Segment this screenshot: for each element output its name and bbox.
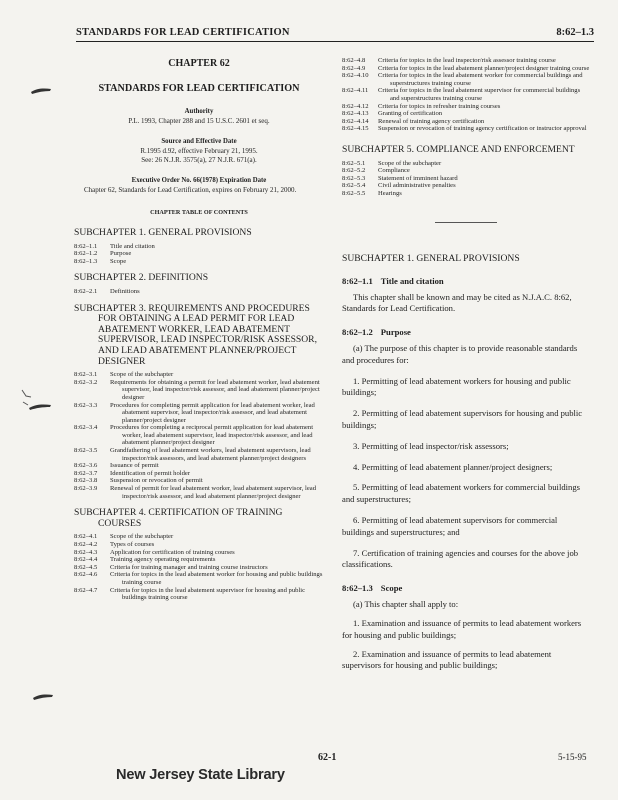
toc-entry-number: 8:62–5.3 bbox=[342, 174, 366, 182]
toc-entry-number: 8:62–4.7 bbox=[74, 586, 98, 594]
toc-entry-number: 8:62–4.8 bbox=[342, 57, 366, 64]
toc-entry bbox=[74, 243, 324, 251]
toc-list-4-continued bbox=[342, 57, 590, 133]
binder-mark-icon bbox=[28, 402, 52, 412]
toc-entry-title: Identification of permit holder bbox=[110, 469, 191, 477]
toc-entry-title: Statement of imminent hazard bbox=[378, 174, 458, 182]
toc-entry-title: Purpose bbox=[110, 250, 132, 258]
authority-text: P.L. 1993, Chapter 288 and 15 U.S.C. 2601 et seq. bbox=[128, 117, 270, 125]
toc-entry-title: Title and citation bbox=[110, 242, 155, 250]
header-section-number: 8:62–1.3 bbox=[556, 27, 594, 38]
source-heading: Source and Effective Date bbox=[161, 138, 237, 145]
toc-entry bbox=[74, 556, 324, 564]
toc-entry-title: Criteria for topics in the lead abatement supervisor for commercial buildings and superstructures training course bbox=[378, 87, 581, 102]
running-header bbox=[76, 27, 594, 42]
section-1-2-heading bbox=[342, 327, 590, 337]
source-line-1: R.1995 d.92, effective February 21, 1995. bbox=[140, 147, 258, 155]
toc-entry-title: Types of courses bbox=[110, 541, 155, 548]
toc-entry-number: 8:62–4.12 bbox=[342, 102, 369, 110]
toc-entry-title: Training agency operating requirements bbox=[110, 556, 216, 564]
toc-entry bbox=[342, 167, 590, 175]
toc-entry-title: Hearings bbox=[378, 189, 402, 197]
toc-entry bbox=[342, 175, 590, 183]
toc-entry bbox=[342, 103, 590, 111]
toc-entry-title: Renewal of permit for lead abatement worker, lead abatement supervisor, lead inspector/risk assessor, and lead abatement planner/project designer bbox=[110, 485, 316, 500]
toc-subchapter-1: SUBCHAPTER 1. GENERAL PROVISIONS bbox=[74, 227, 252, 238]
toc-entry-number: 8:62–3.4 bbox=[74, 424, 98, 432]
exec-order-text: Chapter 62, Standards for Lead Certification, expires on February 21, 2000. bbox=[84, 186, 297, 194]
toc-entry bbox=[74, 470, 324, 478]
right-column bbox=[342, 57, 590, 679]
toc-entry-number: 8:62–4.4 bbox=[74, 556, 98, 564]
toc-entry-title: Criteria for topics in refresher training courses bbox=[378, 102, 501, 110]
toc-entry bbox=[342, 57, 590, 65]
purpose-item: 1. Permitting of lead abatement workers for housing and public buildings; bbox=[342, 375, 571, 398]
toc-entry-title: Scope of the subchapter bbox=[378, 159, 442, 167]
toc-entry-number: 8:62–3.1 bbox=[74, 371, 98, 379]
toc-entry-number: 8:62–1.1 bbox=[74, 242, 98, 250]
toc-entry-title: Requirements for obtaining a permit for lead abatement worker, lead abatement supervisor, lead inspector/risk assessor, and lead abatement planner/project designer bbox=[110, 378, 320, 401]
exec-order-heading: Executive Order No. 66(1978) Expiration Date bbox=[131, 177, 267, 184]
page-number: 62-1 bbox=[318, 752, 337, 763]
toc-entry bbox=[342, 118, 590, 126]
toc-entry-title: Grandfathering of lead abatement workers, lead abatement supervisors, lead inspector/risk assessors, and lead abatement planner/project designers bbox=[110, 447, 311, 462]
scope-item: 1. Examination and issuance of permits to lead abatement workers for housing and public buildings; bbox=[342, 618, 582, 640]
toc-entry bbox=[342, 182, 590, 190]
toc-subchapter-5: SUBCHAPTER 5. COMPLIANCE AND ENFORCEMENT bbox=[342, 143, 575, 155]
toc-entry bbox=[74, 288, 324, 296]
page-date: 5-15-95 bbox=[558, 752, 587, 762]
toc-entry-number: 8:62–4.14 bbox=[342, 117, 369, 125]
authority-heading: Authority bbox=[184, 108, 214, 115]
toc-entry-number: 8:62–5.2 bbox=[342, 167, 366, 175]
chapter-number: CHAPTER 62 bbox=[168, 58, 230, 69]
toc-entry bbox=[74, 371, 324, 379]
toc-entry-title: Criteria for topics in the lead abatement worker for housing and public buildings training course bbox=[110, 571, 323, 586]
binder-mark-icon bbox=[32, 692, 54, 702]
toc-entry-title: Definitions bbox=[110, 287, 140, 295]
toc-entry-title: Scope of the subchapter bbox=[110, 371, 174, 379]
toc-entry-title: Criteria for training manager and training course instructors bbox=[110, 563, 268, 571]
toc-entry bbox=[74, 549, 324, 557]
toc-entry-number: 8:62–1.3 bbox=[74, 257, 98, 265]
toc-entry-title: Suspension or revocation of training agency certification or instructor approval bbox=[378, 125, 587, 133]
section-title: Scope bbox=[380, 583, 403, 594]
toc-list-5 bbox=[342, 160, 590, 198]
section-1-1-text: This chapter shall be known and may be cited as N.J.A.C. 8:62, Standards for Lead Certification. bbox=[342, 291, 572, 314]
library-stamp bbox=[116, 766, 316, 790]
toc-list-1 bbox=[74, 243, 324, 266]
toc-entry-number: 8:62–4.2 bbox=[74, 541, 98, 548]
toc-heading: CHAPTER TABLE OF CONTENTS bbox=[150, 209, 248, 216]
toc-entry-number: 8:62–3.7 bbox=[74, 469, 98, 477]
toc-entry bbox=[342, 65, 590, 73]
toc-entry-number: 8:62–4.3 bbox=[74, 548, 98, 556]
toc-entry-title: Criteria for topics in the lead abatement supervisor for housing and public buildings training course bbox=[110, 586, 306, 602]
toc-entry bbox=[342, 125, 590, 133]
purpose-item: 5. Permitting of lead abatement workers for commercial buildings and superstructures; bbox=[342, 482, 580, 505]
toc-entry-title: Criteria for topics in the lead inspector/risk assessor training course bbox=[378, 57, 556, 64]
toc-entry-title: Suspension or revocation of permit bbox=[110, 477, 203, 485]
chapter-title: STANDARDS FOR LEAD CERTIFICATION bbox=[98, 83, 300, 94]
toc-entry bbox=[74, 564, 324, 572]
toc-entry bbox=[74, 477, 324, 485]
toc-entry-number: 8:62–1.2 bbox=[74, 250, 98, 258]
section-1-1-heading bbox=[342, 276, 590, 286]
toc-entry-number: 8:62–4.1 bbox=[74, 533, 98, 541]
toc-entry-title: Criteria for topics in the lead abatement planner/project designer training course bbox=[378, 64, 590, 72]
section-divider bbox=[435, 222, 497, 223]
toc-list-2 bbox=[74, 288, 324, 296]
toc-entry bbox=[342, 110, 590, 118]
toc-subchapter-4: SUBCHAPTER 4. CERTIFICATION OF TRAINING COURSES bbox=[74, 507, 283, 529]
toc-subchapter-3: SUBCHAPTER 3. REQUIREMENTS AND PROCEDURES FOR OBTAINING A LEAD PERMIT FOR LEAD ABATEMENT WORKER, LEAD ABATEMENT SUPERVISOR, LEAD INSPECTOR/RISK ASSESSOR, AND LEAD ABATEMENT PLANNER/PROJECT DESIGNER bbox=[74, 302, 317, 367]
section-number: 8:62–1.3 bbox=[342, 583, 373, 594]
toc-entry-number: 8:62–2.1 bbox=[74, 287, 98, 295]
toc-entry-number: 8:62–3.9 bbox=[74, 485, 98, 493]
toc-entry-number: 8:62–5.4 bbox=[342, 182, 366, 190]
purpose-item: 7. Certification of training agencies and courses for the above job classifications. bbox=[342, 547, 579, 570]
toc-entry bbox=[342, 72, 590, 87]
toc-entry-title: Procedures for completing a reciprocal permit application for lead abatement worker, lead abatement supervisor, lead inspector/risk assessor, and lead abatement planner/project designer bbox=[110, 424, 314, 447]
section-title: Title and citation bbox=[380, 275, 444, 286]
toc-entry bbox=[74, 533, 324, 541]
left-column bbox=[74, 54, 324, 602]
section-number: 8:62–1.2 bbox=[342, 327, 373, 338]
toc-entry-number: 8:62–3.6 bbox=[74, 462, 98, 470]
toc-entry-number: 8:62–4.9 bbox=[342, 64, 366, 72]
toc-entry-number: 8:62–4.6 bbox=[74, 571, 98, 579]
toc-entry bbox=[342, 190, 590, 198]
toc-entry bbox=[74, 462, 324, 470]
toc-entry bbox=[74, 379, 324, 402]
purpose-item: 6. Permitting of lead abatement supervisors for commercial buildings and superstructures; and bbox=[342, 515, 558, 537]
toc-subchapter-2: SUBCHAPTER 2. DEFINITIONS bbox=[74, 272, 209, 284]
toc-entry bbox=[74, 447, 324, 462]
toc-entry-number: 8:62–5.1 bbox=[342, 159, 366, 167]
toc-entry-number: 8:62–3.5 bbox=[74, 447, 98, 455]
toc-entry bbox=[74, 424, 324, 447]
toc-entry-title: Civil administrative penalties bbox=[378, 182, 456, 190]
toc-entry-title: Scope bbox=[110, 257, 127, 265]
toc-entry-title: Scope of the subchapter bbox=[110, 533, 174, 541]
toc-entry-title: Compliance bbox=[378, 167, 410, 175]
purpose-item: 4. Permitting of lead abatement planner/project designers; bbox=[353, 461, 553, 472]
purpose-item: 2. Permitting of lead abatement supervisors for housing and public buildings; bbox=[342, 408, 583, 431]
section-1-3-intro: (a) This chapter shall apply to: bbox=[353, 599, 459, 610]
toc-entry bbox=[74, 485, 324, 500]
section-1-3-heading bbox=[342, 583, 590, 593]
toc-entry bbox=[74, 587, 324, 602]
purpose-item: 3. Permitting of lead inspector/risk assessors; bbox=[353, 440, 509, 451]
toc-entry-number: 8:62–4.10 bbox=[342, 72, 369, 80]
toc-entry-title: Issuance of permit bbox=[110, 462, 159, 470]
toc-entry-number: 8:62–4.11 bbox=[342, 87, 369, 95]
toc-entry-title: Granting of certification bbox=[378, 110, 443, 118]
toc-entry bbox=[342, 87, 590, 102]
body-subchapter-heading: SUBCHAPTER 1. GENERAL PROVISIONS bbox=[342, 252, 520, 264]
header-title: STANDARDS FOR LEAD CERTIFICATION bbox=[76, 27, 290, 38]
toc-entry bbox=[74, 541, 324, 549]
toc-entry-title: Renewal of training agency certification bbox=[378, 117, 485, 125]
library-stamp-text: New Jersey State Library bbox=[116, 767, 285, 783]
toc-entry bbox=[74, 258, 324, 266]
toc-entry-number: 8:62–3.3 bbox=[74, 401, 98, 409]
toc-entry-title: Application for certification of training courses bbox=[110, 548, 235, 556]
toc-entry-number: 8:62–5.5 bbox=[342, 189, 366, 197]
toc-list-3 bbox=[74, 371, 324, 500]
section-1-2-intro: (a) The purpose of this chapter is to provide reasonable standards and procedures for: bbox=[342, 343, 578, 365]
source-line-2: See: 26 N.J.R. 3575(a), 27 N.J.R. 671(a). bbox=[141, 156, 257, 164]
toc-entry-number: 8:62–4.5 bbox=[74, 563, 98, 571]
toc-entry-number: 8:62–4.15 bbox=[342, 125, 369, 133]
toc-entry-title: Criteria for topics in the lead abatement worker for commercial buildings and superstructures training course bbox=[378, 72, 583, 87]
toc-entry bbox=[342, 160, 590, 168]
toc-entry bbox=[74, 571, 324, 586]
section-title: Purpose bbox=[380, 327, 411, 338]
toc-entry-number: 8:62–4.13 bbox=[342, 110, 369, 118]
toc-entry-number: 8:62–3.2 bbox=[74, 378, 98, 386]
toc-entry bbox=[74, 402, 324, 425]
toc-entry-title: Procedures for completing permit application for lead abatement worker, lead abatement supervisor, lead inspector/risk assessor, and lead abatement planner/project designer bbox=[110, 401, 315, 424]
toc-entry bbox=[74, 250, 324, 258]
toc-entry-number: 8:62–3.8 bbox=[74, 477, 98, 485]
binder-mark-icon bbox=[30, 86, 52, 96]
toc-list-4 bbox=[74, 533, 324, 601]
scope-item: 2. Examination and issuance of permits to lead abatement supervisors for housing and public buildings; bbox=[342, 648, 552, 671]
section-number: 8:62–1.1 bbox=[342, 275, 373, 286]
